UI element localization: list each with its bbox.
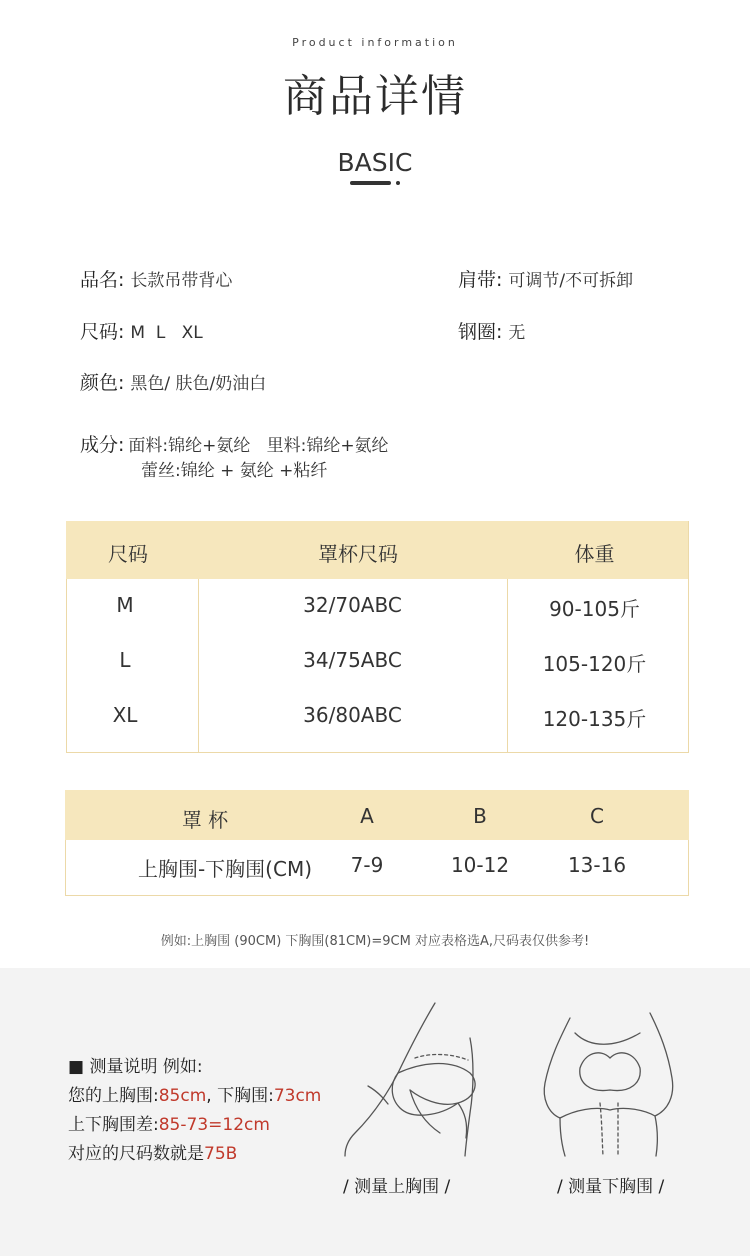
info-size <box>80 317 203 344</box>
table-cell: 120-135斤 <box>542 707 647 731</box>
measure-result-value: 75B <box>204 1144 238 1164</box>
info-wire-label: 钢圈: <box>458 321 503 343</box>
cup-b-header: B <box>473 804 487 828</box>
cup-col-header: 罩 杯 <box>181 808 229 832</box>
measure-line3-prefix: 对应的尺码数就是 <box>68 1144 204 1164</box>
page-title: 商品详情 <box>283 71 467 122</box>
info-size-label: 尺码: <box>80 321 125 343</box>
size-table <box>66 521 689 753</box>
measure-line-2 <box>68 1110 270 1135</box>
table-cell: 10-12 <box>450 853 510 877</box>
weight-col-header: 体重 <box>574 542 615 566</box>
info-name-label: 品名: <box>80 269 125 291</box>
info-comp-line1: 面料:锦纶+氨纶 里料:锦纶+氨纶 <box>128 436 389 456</box>
info-wire-value: 无 <box>508 323 526 343</box>
info-strap-value: 可调节/不可拆卸 <box>508 271 634 291</box>
measure-diff-value: 85-73=12cm <box>158 1115 270 1135</box>
info-size-value: M L XL <box>130 323 203 343</box>
table-cell: M <box>116 593 134 617</box>
upper-bust-illustration <box>340 998 490 1158</box>
table-cell: 34/75ABC <box>303 648 402 672</box>
cup-table <box>65 790 689 896</box>
table-cell: L <box>119 648 131 672</box>
measure-line2-prefix: 上下胸围差: <box>68 1115 159 1135</box>
info-strap <box>458 265 633 292</box>
info-composition <box>80 430 389 457</box>
caption-upper-bust: / 测量上胸围 / <box>343 1177 451 1197</box>
cup-c-header: C <box>590 804 604 828</box>
measure-line-3 <box>68 1139 237 1164</box>
table-cell: 105-120斤 <box>542 652 647 676</box>
measure-line1-prefix: 您的上胸围: <box>68 1086 159 1106</box>
cup-a-header: A <box>360 804 374 828</box>
info-comp-label: 成分: <box>80 434 125 456</box>
under-bust-illustration <box>540 998 680 1158</box>
measure-line-1 <box>68 1081 321 1106</box>
measure-line1-mid: , 下胸围: <box>206 1086 274 1106</box>
section-heading: BASIC <box>337 148 413 177</box>
table-border <box>507 752 689 753</box>
info-comp-line2: 蕾丝:锦纶 + 氨纶 +粘纤 <box>141 461 328 481</box>
caption-lower-bust: / 测量下胸围 / <box>557 1177 665 1197</box>
info-color <box>80 368 266 395</box>
cup-size-col-header: 罩杯尺码 <box>318 542 398 566</box>
info-color-label: 颜色: <box>80 372 125 394</box>
table-border <box>66 752 507 753</box>
table-cell: 13-16 <box>567 853 627 877</box>
table-cell: 90-105斤 <box>549 597 640 621</box>
section-subtitle: Product information <box>292 36 458 49</box>
table-cell: 上胸围-下胸围(CM) <box>137 857 313 881</box>
table-cell: 36/80ABC <box>303 703 402 727</box>
heading-underline <box>350 181 391 185</box>
info-wire <box>458 317 525 344</box>
heading-dot <box>396 181 400 185</box>
info-name-value: 长款吊带背心 <box>130 271 233 291</box>
table-cell: 32/70ABC <box>303 593 402 617</box>
measure-lower-value: 73cm <box>273 1086 322 1106</box>
table-cell: XL <box>112 703 138 727</box>
table-border <box>688 521 689 753</box>
size-col-header: 尺码 <box>108 542 148 566</box>
info-strap-label: 肩带: <box>458 269 503 291</box>
info-name <box>80 265 232 292</box>
info-color-value: 黑色/ 肤色/奶油白 <box>130 374 267 394</box>
size-note: 例如:上胸围 (90CM) 下胸围(81CM)=9CM 对应表格选A,尺码表仅供参考! <box>160 934 590 949</box>
measure-upper-value: 85cm <box>158 1086 207 1106</box>
measure-heading: ■ 测量说明 例如: <box>68 1057 203 1077</box>
table-cell: 7-9 <box>350 853 384 877</box>
